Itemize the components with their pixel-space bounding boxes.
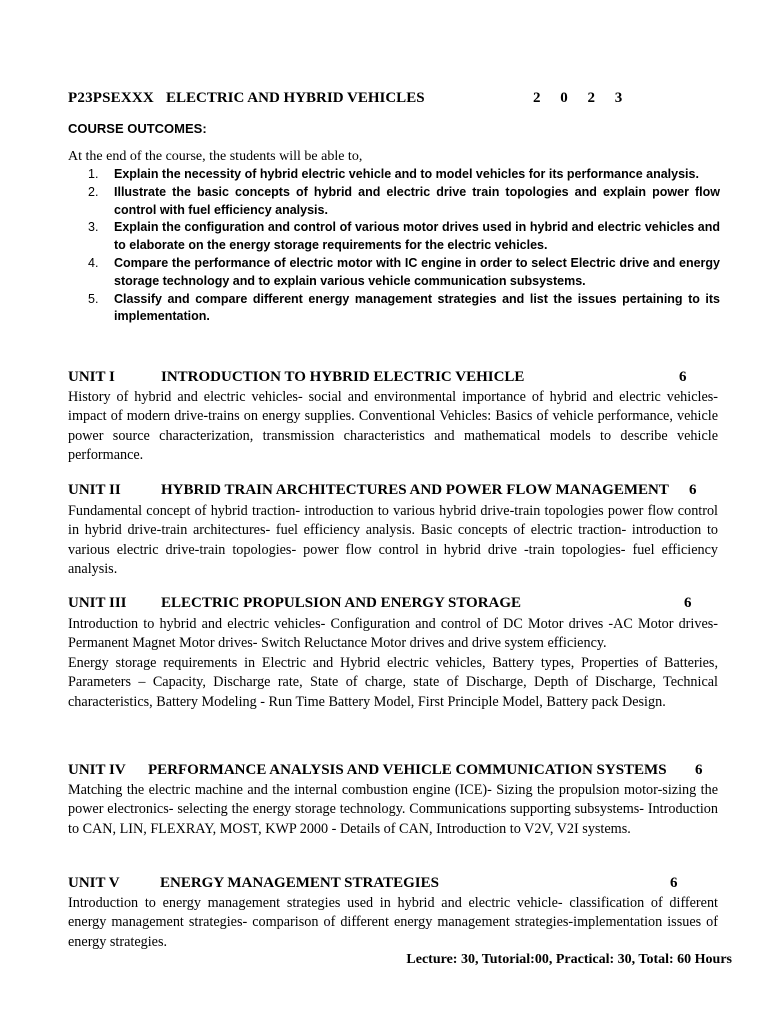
unit-title: INTRODUCTION TO HYBRID ELECTRIC VEHICLE <box>161 369 525 385</box>
unit-hours: 6 <box>689 482 697 498</box>
course-outcome-number: 1. <box>88 167 99 181</box>
course-outcome-text: Explain the necessity of hybrid electric vehicle and to model vehicles for its performance analysis. <box>114 167 699 181</box>
unit-1-syllabus: History of hybrid and electric vehicles- social and environmental importance of hybrid and electric vehicles- impact of modern drive-trains on energy supplies. Conventional Vehicles: Basics of vehicle performance, vehicle power source characterization, transmission characteristics and mathematical models to describe vehicle performance. <box>68 389 718 464</box>
unit-title: ELECTRIC PROPULSION AND ENERGY STORAGE <box>161 595 522 611</box>
course-outcome-number: 3. <box>88 220 99 235</box>
course-credits: 2 0 2 3 <box>533 90 631 106</box>
course-outcome-number: 5. <box>88 291 99 306</box>
course-outcome-number: 4. <box>88 255 99 270</box>
course-title: ELECTRIC AND HYBRID VEHICLES <box>166 90 425 106</box>
unit-hours: 6 <box>695 762 703 778</box>
unit-number: UNIT III <box>68 595 127 611</box>
course-outcome-item <box>68 184 720 220</box>
unit-title: ENERGY MANAGEMENT STRATEGIES <box>160 875 439 891</box>
course-outcome-text: Compare the performance of electric motor with IC engine in order to select Electric drive and energy storage technology and to explain various vehicle communication subsystems. <box>114 255 720 288</box>
course-outcome-item <box>68 255 720 291</box>
unit-number: UNIT V <box>68 875 120 891</box>
course-outcome-number: 2. <box>88 184 99 199</box>
course-outcome-text: Illustrate the basic concepts of hybrid and electric drive train topologies and explain power flow control with fuel efficiency analysis. <box>114 184 720 217</box>
unit-3-energy-storage: Energy storage requirements in Electric and Hybrid electric vehicles, Battery types, Properties of Batteries, Parameters – Capacity, Discharge rate, State of charge, state of Discharge, Depth of Discharge, Technical characteristics, Battery Modeling - Run Time Battery Model, First Principle Model, Battery pack Design. <box>68 655 718 710</box>
course-outcome-item <box>68 219 720 255</box>
unit-number: UNIT IV <box>68 762 126 778</box>
unit-2-syllabus: Fundamental concept of hybrid traction- introduction to various hybrid drive-train topologies power flow control in hybrid drive-train architectures- fuel efficiency analysis. Basic concepts of electric traction- introduction to various electric drive-train topologies- power flow control in hybrid drive -train topologies- fuel efficiency analysis. <box>68 503 718 578</box>
course-outcome-text: Classify and compare different energy management strategies and list the issues pertaining to its implementation. <box>114 291 720 324</box>
unit-title: HYBRID TRAIN ARCHITECTURES AND POWER FLOW MANAGEMENT <box>161 482 669 498</box>
unit-hours: 6 <box>670 875 678 891</box>
unit-number: UNIT II <box>68 482 121 498</box>
course-outcomes-intro: At the end of the course, the students will be able to, <box>68 149 363 164</box>
unit-hours: 6 <box>679 369 687 385</box>
unit-5-syllabus: Introduction to energy management strategies used in hybrid and electric vehicle- classification of different energy management strategies- comparison of different energy management strategies-implementation issues of energy strategies. <box>68 895 718 950</box>
course-outcome-item <box>68 291 720 327</box>
unit-hours: 6 <box>684 595 692 611</box>
course-outcome-text: Explain the configuration and control of various motor drives used in hybrid and electric vehicles and to elaborate on the energy storage requirements for the electric vehicles. <box>114 220 720 253</box>
course-code: P23PSEXXX <box>68 90 154 106</box>
total-hours: Lecture: 30, Tutorial:00, Practical: 30, Total: 60 Hours <box>406 952 732 967</box>
unit-4-syllabus: Matching the electric machine and the internal combustion engine (ICE)- Sizing the propulsion motor-sizing the power electronics- selecting the energy storage technology. Communications supporting subsystems- Introduction to CAN, LIN, FLEXRAY, MOST, KWP 2000 - Details of CAN, Introduction to V2V, V2I systems. <box>68 782 718 837</box>
unit-title: PERFORMANCE ANALYSIS AND VEHICLE COMMUNICATION SYSTEMS <box>148 762 667 778</box>
unit-number: UNIT I <box>68 369 115 385</box>
course-outcome-item <box>68 166 720 184</box>
course-outcomes-list <box>68 166 720 326</box>
course-outcomes-heading: COURSE OUTCOMES: <box>68 121 207 136</box>
unit-3-syllabus: Introduction to hybrid and electric vehicles- Configuration and control of DC Motor drives -AC Motor drives- Permanent Magnet Motor drives- Switch Reluctance Motor drives and drive system efficiency. <box>68 616 718 652</box>
